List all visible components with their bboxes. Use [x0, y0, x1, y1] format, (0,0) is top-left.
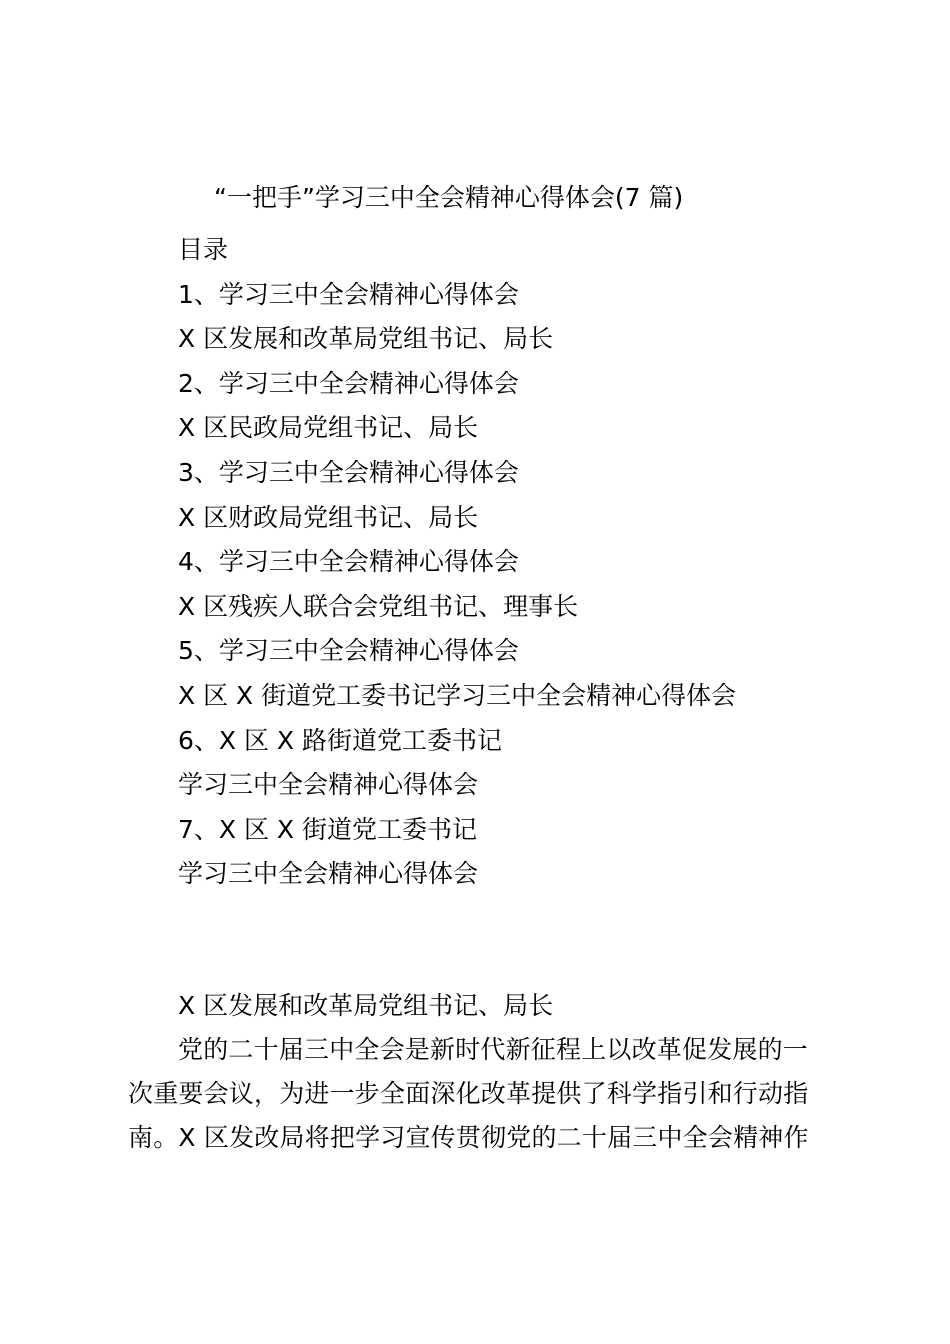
table-of-contents	[178, 228, 878, 897]
toc-line: 1、学习三中全会精神心得体会	[178, 279, 519, 309]
toc-heading: 目录	[178, 235, 229, 264]
toc-line: 6、X 区 X 路街道党工委书记	[178, 725, 502, 755]
toc-line: X 区发展和改革局党组书记、局长	[178, 324, 554, 354]
section-heading: X 区发展和改革局党组书记、局长	[178, 991, 554, 1020]
document-title: “一把手”学习三中全会精神心得体会(7 篇)	[214, 183, 684, 212]
toc-line: 2、学习三中全会精神心得体会	[178, 368, 519, 398]
toc-line: X 区民政局党组书记、局长	[178, 413, 479, 443]
toc-line: 4、学习三中全会精神心得体会	[178, 547, 519, 577]
toc-line: X 区残疾人联合会党组书记、理事长	[178, 591, 579, 621]
article-section	[128, 984, 828, 1160]
toc-line: 3、学习三中全会精神心得体会	[178, 457, 519, 487]
toc-line: X 区财政局党组书记、局长	[178, 502, 479, 532]
toc-line: 学习三中全会精神心得体会	[178, 859, 479, 889]
toc-line: 7、X 区 X 街道党工委书记	[178, 814, 477, 844]
toc-line: 学习三中全会精神心得体会	[178, 770, 479, 800]
body-paragraph: 党的二十届三中全会是新时代新征程上以改革促发展的一次重要会议，为进一步全面深化改革提供了科学指引和行动指南。X 区发改局将把学习宣传贯彻党的二十届三中全会精神作	[128, 1035, 809, 1152]
toc-line: X 区 X 街道党工委书记学习三中全会精神心得体会	[178, 680, 737, 710]
toc-line: 5、学习三中全会精神心得体会	[178, 636, 519, 666]
